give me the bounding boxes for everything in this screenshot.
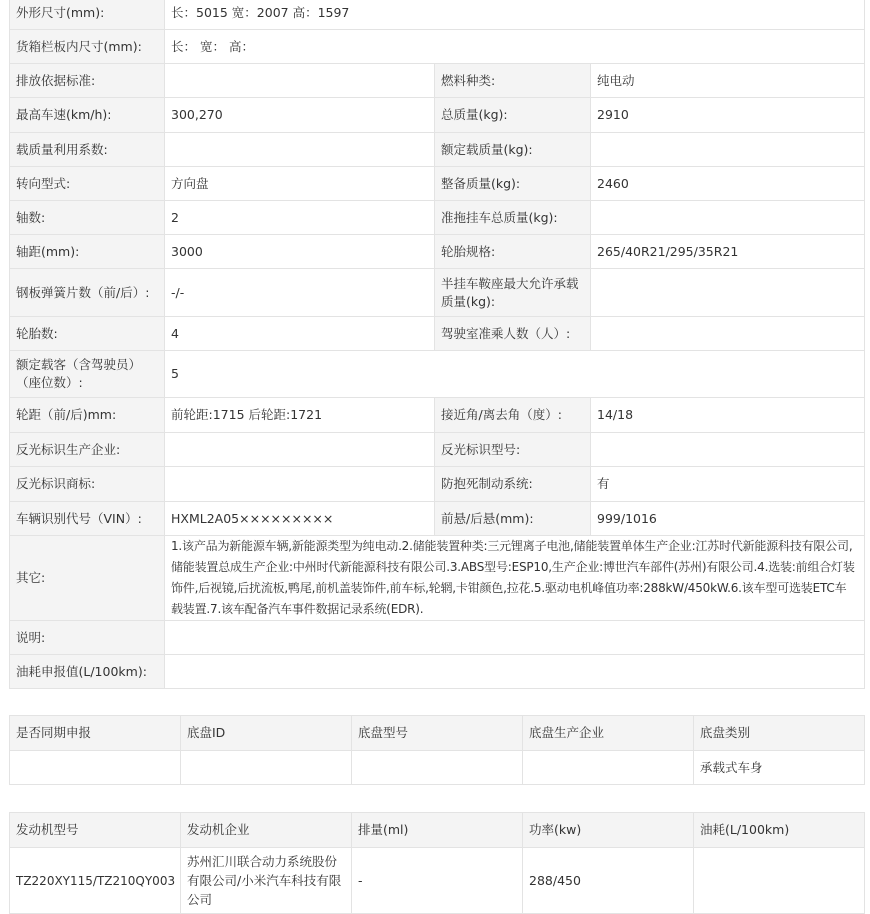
chassis-header-concurrent: 是否同期申报 (10, 716, 181, 751)
track-label: 轮距（前/后)mm: (10, 398, 165, 433)
reflector-maker-value (165, 433, 435, 467)
steering-value: 方向盘 (165, 167, 435, 201)
seats-value: 5 (165, 351, 865, 398)
leaf-spring-value: -/- (165, 269, 435, 317)
axles-value: 2 (165, 201, 435, 235)
watermark-overlay (704, 884, 864, 906)
abs-label: 防抱死制动系统: (435, 467, 591, 502)
chassis-header-id: 底盘ID (181, 716, 352, 751)
overhang-value: 999/1016 (591, 502, 865, 536)
seats-label: 额定载客（含驾驶员）（座位数）: (10, 351, 165, 398)
reflector-maker-label: 反光标识生产企业: (10, 433, 165, 467)
rated-load-label: 额定载质量(kg): (435, 133, 591, 167)
spec-row-emission (10, 64, 865, 98)
engine-displacement-value: - (352, 848, 523, 914)
engine-header-row (10, 813, 865, 848)
tire-spec-value: 265/40R21/295/35R21 (591, 235, 865, 269)
vin-label: 车辆识别代号（VIN）: (10, 502, 165, 536)
chassis-header-model: 底盘型号 (352, 716, 523, 751)
spec-row-steering (10, 167, 865, 201)
note-value (165, 621, 865, 655)
chassis-id-value (181, 751, 352, 785)
reflector-brand-label: 反光标识商标: (10, 467, 165, 502)
fuel-type-value: 纯电动 (591, 64, 865, 98)
curb-mass-label: 整备质量(kg): (435, 167, 591, 201)
fuel-report-value (165, 655, 865, 689)
engine-header-maker: 发动机企业 (181, 813, 352, 848)
other-value: 1.该产品为新能源车辆,新能源类型为纯电动.2.储能装置种类:三元锂离子电池,储能装置单体生产企业:江苏时代新能源科技有限公司,储能装置总成生产企业:中州时代新能源科技有限公司.3.ABS型号:ESP10,生产企业:博世汽车部件(苏州)有限公司.4.选装:前组合灯装饰件,后视镜,后扰流板,鸭尾,前机盖装饰件,前车标,轮辋,卡钳颜色,拉花.5.驱动电机峰值功率:288kW/450kW.6.该车型可选装ETC车载装置.7.该车配备汽车事件数据记录系统(EDR). (165, 536, 865, 621)
wheelbase-value: 3000 (165, 235, 435, 269)
reflector-model-label: 反光标识型号: (435, 433, 591, 467)
max-speed-label: 最高车速(km/h): (10, 98, 165, 133)
curb-mass-value: 2460 (591, 167, 865, 201)
spec-row-axles (10, 201, 865, 235)
spec-row-dimensions (10, 0, 865, 30)
spec-row-vin (10, 502, 865, 536)
engine-header-power: 功率(kw) (523, 813, 694, 848)
engine-maker-value: 苏州汇川联合动力系统股份有限公司/小米汽车科技有限公司 (181, 848, 352, 914)
reflector-brand-value (165, 467, 435, 502)
wheelbase-label: 轴距(mm): (10, 235, 165, 269)
engine-header-model: 发动机型号 (10, 813, 181, 848)
spec-row-reflector (10, 433, 865, 467)
fuel-report-label: 油耗申报值(L/100km): (10, 655, 165, 689)
engine-model-value: TZ220XY115/TZ210QY003 (10, 848, 181, 914)
saddle-load-label: 半挂车鞍座最大允许承载质量(kg): (435, 269, 591, 317)
vin-value: HXML2A05××××××××× (165, 502, 435, 536)
axles-label: 轴数: (10, 201, 165, 235)
track-value: 前轮距:1715 后轮距:1721 (165, 398, 435, 433)
chassis-category-value: 承载式车身 (694, 751, 865, 785)
emission-standard-value (165, 64, 435, 98)
emission-standard-label: 排放依据标准: (10, 64, 165, 98)
total-mass-label: 总质量(kg): (435, 98, 591, 133)
spec-row-reflector-brand (10, 467, 865, 502)
cab-occupants-label: 驾驶室准乘人数（人）: (435, 317, 591, 351)
cab-occupants-value (591, 317, 865, 351)
chassis-data-row (10, 751, 865, 785)
chassis-header-maker: 底盘生产企业 (523, 716, 694, 751)
cargo-box-value: 长： 宽： 高： (165, 30, 865, 64)
overhang-label: 前悬/后悬(mm): (435, 502, 591, 536)
approach-angle-label: 接近角/离去角（度）: (435, 398, 591, 433)
spec-row-wheelbase (10, 235, 865, 269)
total-mass-value: 2910 (591, 98, 865, 133)
fuel-type-label: 燃料种类: (435, 64, 591, 98)
engine-header-fuel: 油耗(L/100km) (694, 813, 865, 848)
spec-row-load-coef (10, 133, 865, 167)
other-label: 其它: (10, 536, 165, 621)
trailer-mass-label: 准拖挂车总质量(kg): (435, 201, 591, 235)
dimensions-value: 长：5015 宽：2007 高：1597 (165, 0, 865, 30)
spec-row-tires (10, 317, 865, 351)
chassis-maker-value (523, 751, 694, 785)
chassis-model-value (352, 751, 523, 785)
spec-row-note (10, 621, 865, 655)
trailer-mass-value (591, 201, 865, 235)
chassis-table (9, 715, 865, 785)
chassis-header-row (10, 716, 865, 751)
reflector-model-value (591, 433, 865, 467)
spec-row-speed (10, 98, 865, 133)
spec-row-track (10, 398, 865, 433)
spec-row-other (10, 536, 865, 621)
note-label: 说明: (10, 621, 165, 655)
tire-count-value: 4 (165, 317, 435, 351)
leaf-spring-label: 钢板弹簧片数（前/后）: (10, 269, 165, 317)
rated-load-value (591, 133, 865, 167)
load-coef-value (165, 133, 435, 167)
spec-row-leaf-spring (10, 269, 865, 317)
engine-header-displacement: 排量(ml) (352, 813, 523, 848)
spec-row-fuel-report (10, 655, 865, 689)
abs-value: 有 (591, 467, 865, 502)
max-speed-value: 300,270 (165, 98, 435, 133)
approach-angle-value: 14/18 (591, 398, 865, 433)
tire-spec-label: 轮胎规格: (435, 235, 591, 269)
chassis-header-category: 底盘类别 (694, 716, 865, 751)
steering-label: 转向型式: (10, 167, 165, 201)
engine-power-value: 288/450 (523, 848, 694, 914)
spec-row-cargo-box (10, 30, 865, 64)
chassis-concurrent-value (10, 751, 181, 785)
vehicle-spec-table (9, 0, 865, 689)
saddle-load-value (591, 269, 865, 317)
tire-count-label: 轮胎数: (10, 317, 165, 351)
dimensions-label: 外形尺寸(mm): (10, 0, 165, 30)
cargo-box-label: 货箱栏板内尺寸(mm): (10, 30, 165, 64)
load-coef-label: 载质量利用系数: (10, 133, 165, 167)
spec-row-seats (10, 351, 865, 398)
